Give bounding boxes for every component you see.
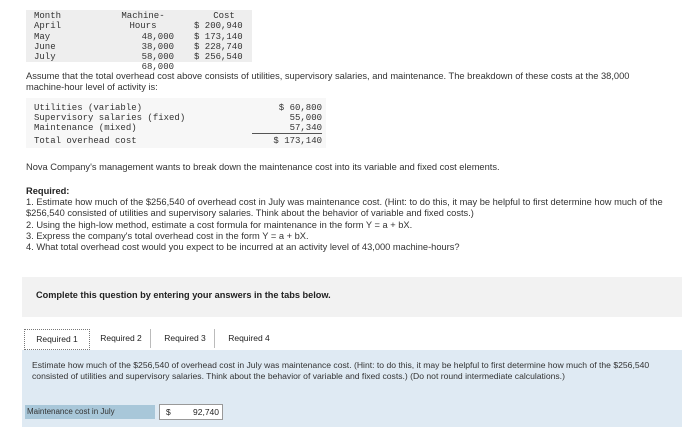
required-item-1: 1. Estimate how much of the $256,540 of overhead cost in July was maintenance cost. (Hint: to do this, it may be helpful to first determine how much of the $256,540 consisted of utilities and supervisory salaries. Think about the behavior of variable and fixed costs.) — [26, 197, 663, 219]
maintenance-cost-value: 92,740 — [193, 407, 219, 417]
currency-symbol: $ — [166, 407, 171, 417]
table-cell: 68,000 — [141, 62, 174, 73]
row-value: $ 60,800 — [278, 103, 322, 113]
row-label: Maintenance (mixed) — [34, 123, 137, 133]
required-item-2: 2. Using the high-low method, estimate a cost formula for maintenance in the form Y = a + bX. — [26, 219, 413, 230]
cost-header: Cost — [213, 11, 235, 21]
tab-required-1[interactable]: Required 1 — [24, 329, 90, 350]
table-row — [34, 123, 322, 133]
maintenance-cost-input[interactable] — [159, 404, 223, 420]
table-row — [34, 113, 322, 123]
cost-data-table — [26, 10, 252, 73]
row-value: 55,000 — [289, 113, 322, 123]
overhead-breakdown-table — [26, 98, 326, 148]
table-cell: $ 173,140 — [194, 31, 243, 42]
required-item-3: 3. Express the company's total overhead cost in the form Y = a + bX. — [26, 230, 309, 241]
table-row — [34, 103, 322, 113]
required-section — [26, 186, 676, 253]
required-heading: Required: — [26, 186, 70, 196]
table-cell: 38,000 — [141, 41, 174, 52]
table-cell: 48,000 — [141, 31, 174, 42]
complete-instructions: Complete this question by entering your answers in the tabs below. — [36, 290, 331, 300]
table-cell: June — [34, 41, 56, 52]
row-value: $ 173,140 — [273, 136, 322, 146]
row-label: Utilities (variable) — [34, 103, 143, 113]
machine-hours-column — [112, 11, 174, 73]
row-label: Supervisory salaries (fixed) — [34, 113, 186, 123]
required-item-4: 4. What total overhead cost would you expect to be incurred at an activity level of 43,000 machine-hours? — [26, 242, 460, 253]
machine-hours-header: Machine-Hours — [121, 11, 165, 32]
tab-required-4[interactable]: Required 4 — [220, 329, 278, 348]
month-column — [34, 11, 61, 62]
row-value: 57,340 — [252, 123, 322, 134]
maintenance-cost-label: Maintenance cost in July — [25, 405, 155, 419]
table-cell: $ 256,540 — [194, 52, 243, 63]
answer-panel — [22, 350, 682, 427]
tab-required-2[interactable]: Required 2 — [92, 329, 151, 348]
table-cell: April — [34, 21, 62, 32]
nova-paragraph: Nova Company's management wants to break down the maintenance cost into its variable and fixed cost elements. — [26, 162, 500, 172]
instructions-banner — [22, 277, 682, 317]
tab-required-3[interactable]: Required 3 — [156, 329, 215, 348]
cost-column — [194, 11, 254, 62]
table-cell: July — [34, 52, 56, 63]
table-cell: May — [34, 31, 51, 42]
table-cell: $ 200,940 — [194, 21, 243, 32]
assume-paragraph: Assume that the total overhead cost above consists of utilities, supervisory salaries, and maintenance. The breakdown of these costs at the 38,000 machine-hour level of activity is: — [26, 71, 630, 93]
answer-instruction: Estimate how much of the $256,540 of overhead cost in July was maintenance cost. (Hint: to do this, it may be helpful to first determine how much of the $256,540 consisted of utilities and supervisory salaries. Think about the behavior of variable and fixed costs.) (Do not round intermediate calculations.) — [32, 360, 650, 381]
month-header: Month — [34, 11, 62, 21]
row-label: Total overhead cost — [34, 136, 137, 146]
table-cell: 58,000 — [141, 52, 174, 63]
table-row — [34, 136, 322, 146]
table-cell: $ 228,740 — [194, 41, 243, 52]
